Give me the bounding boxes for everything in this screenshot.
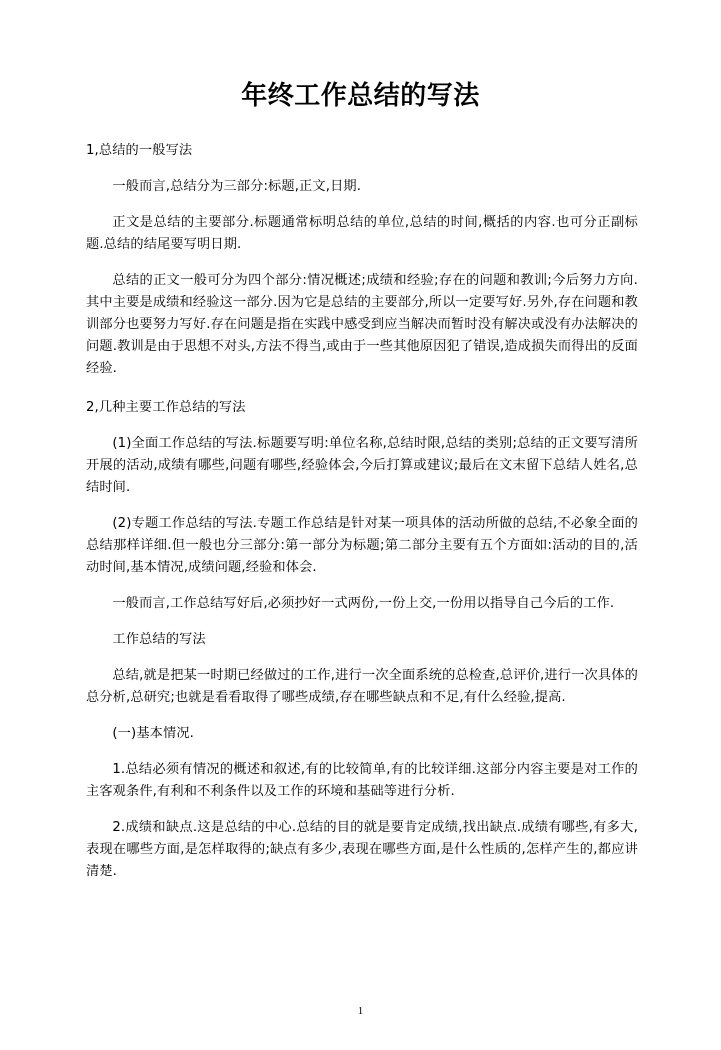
paragraph-2: 正文是总结的主要部分.标题通常标明总结的单位,总结的时间,概括的内容.也可分正副标题.总结的结尾要写明日期.: [86, 215, 638, 252]
paragraph-1: 一般而言,总结分为三部分:标题,正文,日期.: [112, 179, 362, 194]
paragraph-6: 一般而言,工作总结写好后,必须抄好一式两份,一份上交,一份用以指导自己今后的工作.: [112, 596, 615, 611]
section-heading-2: 2,几种主要工作总结的写法: [86, 400, 246, 415]
page-title: 年终工作总结的写法: [241, 81, 480, 112]
subheading-basic-situation: (一)基本情况.: [112, 726, 195, 741]
subheading-work-summary-method: 工作总结的写法: [112, 632, 206, 647]
paragraph-4: (1)全面工作总结的写法.标题要写明:单位名称,总结时限,总结的类别;总结的正文要写清所开展的活动,成绩有哪些,问题有哪些,经验体会,今后打算或建议;最后在文末留下总结人姓名,总结时间.: [86, 436, 638, 495]
document-body: [86, 140, 638, 893]
paragraph-5: (2)专题工作总结的写法.专题工作总结是针对某一项具体的活动所做的总结,不必象全面的总结那样详细.但一般也分三部分:第一部分为标题;第二部分主要有五个方面如:活动的目的,活动时间,基本情况,成绩问题,经验和体会.: [86, 516, 638, 575]
paragraph-3: 总结的正文一般可分为四个部分:情况概述;成绩和经验;存在的问题和教训;今后努力方向.其中主要是成绩和经验这一部分.因为它是总结的主要部分,所以一定要写好.另外,存在问题和教训部分也要努力写好.存在问题是指在实践中感受到应当解决而暂时没有解决或没有办法解决的问题.教训是由于思想不对头,方法不得当,或由于一些其他原因犯了错误,造成损失而得出的反面经验.: [86, 273, 638, 376]
paragraph-9: 2.成绩和缺点.这是总结的中心.总结的目的就是要肯定成绩,找出缺点.成绩有哪些,有多大,表现在哪些方面,是怎样取得的;缺点有多少,表现在哪些方面,是什么性质的,怎样产生的,都应讲清楚.: [86, 820, 638, 879]
paragraph-7: 总结,就是把某一时期已经做过的工作,进行一次全面系统的总检查,总评价,进行一次具体的总分析,总研究;也就是看看取得了哪些成绩,存在哪些缺点和不足,有什么经验,提高.: [86, 668, 638, 705]
page-number: 1: [357, 1005, 364, 1017]
section-heading-1: 1,总结的一般写法: [86, 143, 193, 158]
paragraph-8: 1.总结必须有情况的概述和叙述,有的比较简单,有的比较详细.这部分内容主要是对工作的主客观条件,有利和不利条件以及工作的环境和基础等进行分析.: [86, 762, 638, 799]
